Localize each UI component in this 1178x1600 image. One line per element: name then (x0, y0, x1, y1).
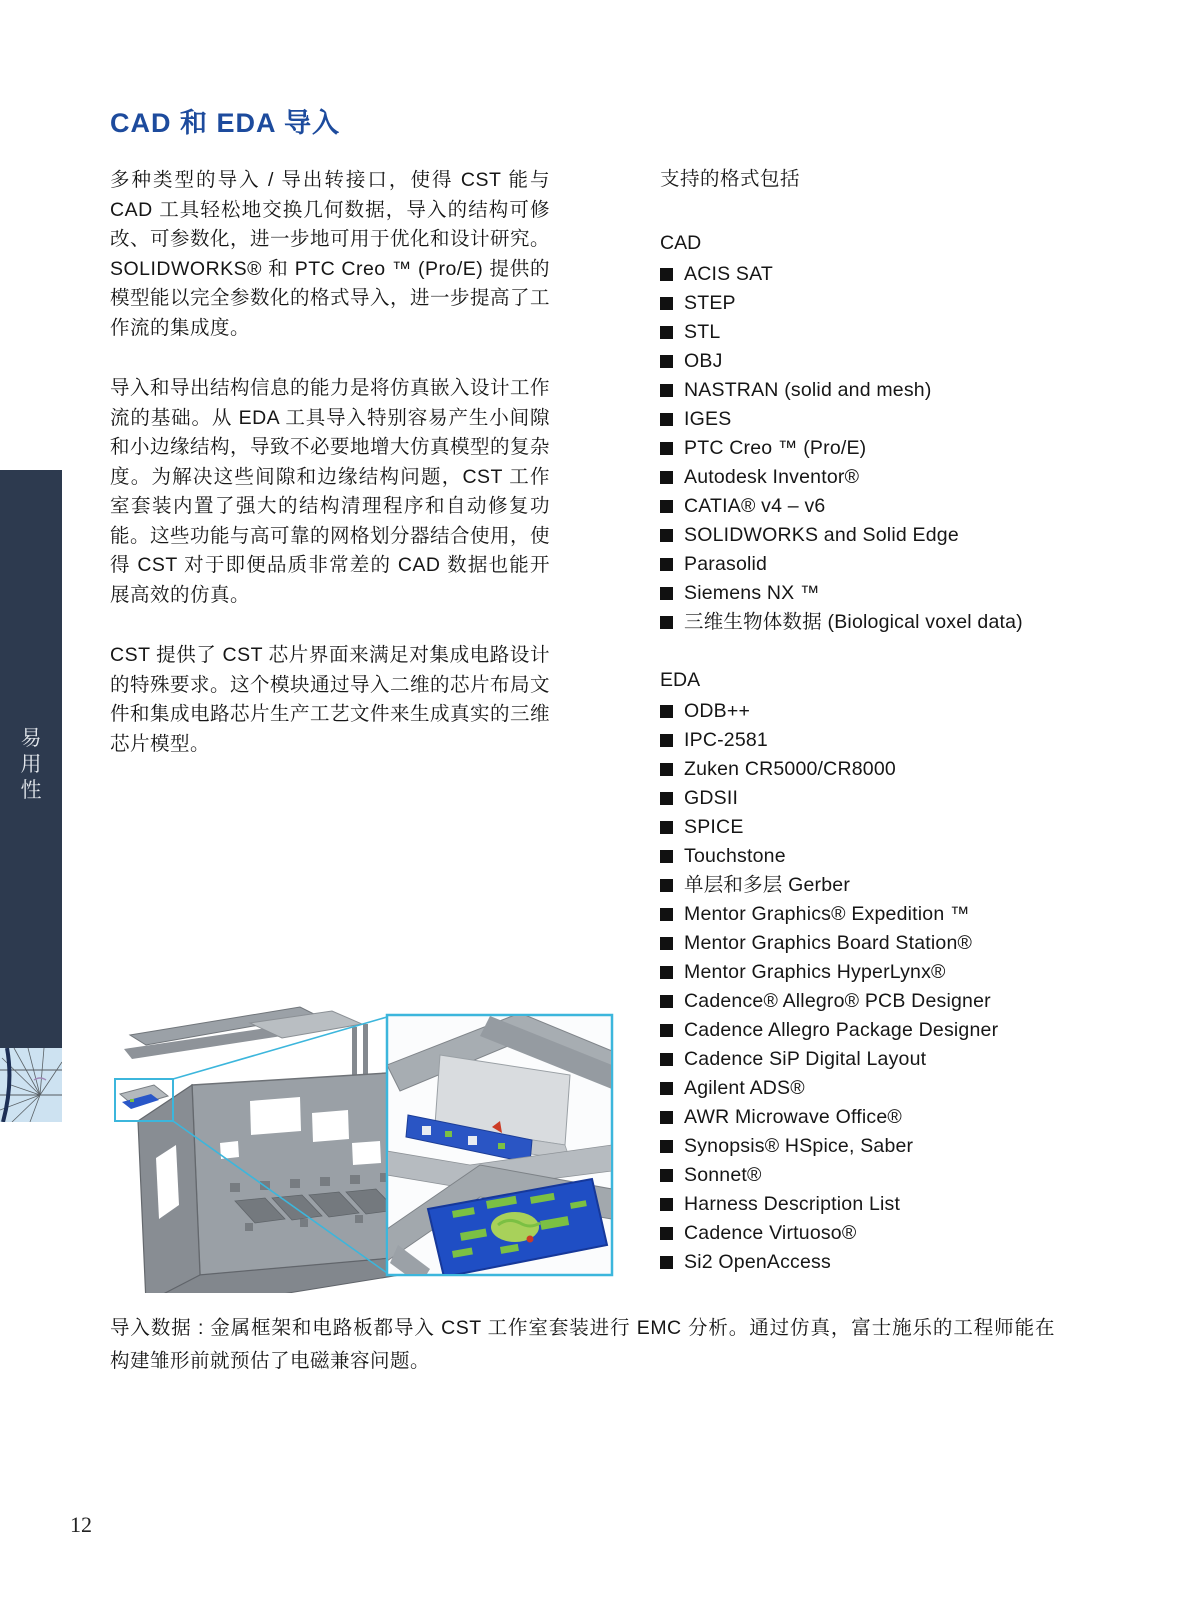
square-bullet-icon (660, 558, 673, 571)
square-bullet-icon (660, 529, 673, 542)
chassis-import-figure-image (100, 993, 615, 1293)
square-bullet-icon (660, 1053, 673, 1066)
square-bullet-icon (660, 1024, 673, 1037)
format-label: STEP (684, 292, 736, 314)
format-label: ODB++ (684, 700, 751, 722)
square-bullet-icon (660, 268, 673, 281)
square-bullet-icon (660, 587, 673, 600)
format-list-item (660, 608, 1090, 637)
format-label: CATIA® v4 – v6 (684, 495, 826, 517)
supported-formats-column (660, 166, 1090, 1277)
paragraph-chip-interface: CST 提供了 CST 芯片界面来满足对集成电路设计的特殊要求。这个模块通过导入二维的芯片布局文件和集成电路芯片生产工艺文件来生成真实的三维芯片模型。 (110, 644, 551, 755)
format-label: Cadence® Allegro® PCB Designer (684, 990, 991, 1012)
format-list-item (660, 376, 1090, 405)
format-list-item (660, 958, 1090, 987)
page-title: CAD 和 EDA 导入 (110, 108, 341, 138)
square-bullet-icon (660, 908, 673, 921)
square-bullet-icon (660, 413, 673, 426)
paragraph-import-interfaces: 多种类型的导入 / 导出转接口，使得 CST 能与 CAD 工具轻松地交换几何数据，导入的结构可修改、可参数化，进一步地可用于优化和设计研究。 SOLIDWORKS® 和 PTC Creo ™ (Pro/E) 提供的模型能以完全参数化的格式导入，进一步提高了工作流的集成度。 (110, 169, 551, 339)
format-list-item (660, 987, 1090, 1016)
format-list-item (660, 1190, 1090, 1219)
square-bullet-icon (660, 821, 673, 834)
square-bullet-icon (660, 297, 673, 310)
format-label: AWR Microwave Office® (684, 1106, 902, 1128)
square-bullet-icon (660, 1111, 673, 1124)
format-label: IGES (684, 408, 732, 430)
format-list-item (660, 405, 1090, 434)
format-label: Si2 OpenAccess (684, 1251, 831, 1273)
format-list-item (660, 726, 1090, 755)
format-list-item (660, 755, 1090, 784)
eda-group-label: EDA (660, 669, 701, 691)
format-label: 单层和多层 Gerber (684, 874, 851, 896)
format-label: 三维生物体数据 (Biological voxel data) (684, 611, 1023, 633)
square-bullet-icon (660, 471, 673, 484)
format-list-item (660, 1074, 1090, 1103)
chapter-label-char: 用 (20, 753, 42, 776)
format-label: Mentor Graphics Board Station® (684, 932, 973, 954)
square-bullet-icon (660, 1140, 673, 1153)
format-list-item (660, 521, 1090, 550)
format-label: GDSII (684, 787, 739, 809)
format-label: Harness Description List (684, 1193, 901, 1215)
format-label: Mentor Graphics® Expedition ™ (684, 903, 970, 925)
format-label: Zuken CR5000/CR8000 (684, 758, 896, 780)
cad-group-label: CAD (660, 232, 702, 254)
format-list-item (660, 434, 1090, 463)
format-label: Touchstone (684, 845, 786, 867)
format-label: Autodesk Inventor® (684, 466, 860, 488)
eda-format-list (660, 697, 1090, 1277)
square-bullet-icon (660, 326, 673, 339)
format-list-item (660, 289, 1090, 318)
format-label: PTC Creo ™ (Pro/E) (684, 437, 867, 459)
format-list-item (660, 784, 1090, 813)
format-label: ACIS SAT (684, 263, 774, 285)
square-bullet-icon (660, 734, 673, 747)
format-list-item (660, 347, 1090, 376)
square-bullet-icon (660, 355, 673, 368)
format-list-item (660, 260, 1090, 289)
format-label: SOLIDWORKS and Solid Edge (684, 524, 959, 546)
cad-format-list (660, 260, 1090, 637)
format-label: Mentor Graphics HyperLynx® (684, 961, 946, 983)
format-list-item (660, 929, 1090, 958)
formats-heading: 支持的格式包括 (660, 168, 801, 190)
square-bullet-icon (660, 763, 673, 776)
paragraph-structure-healing: 导入和导出结构信息的能力是将仿真嵌入设计工作流的基础。从 EDA 工具导入特别容易产生小间隙和小边缘结构，导致不必要地增大仿真模型的复杂度。为解决这些间隙和边缘结构问题，CST 工作室套装内置了强大的结构清理程序和自动修复功能。这些功能与高可靠的网格划分器结合使用，使得 CST 对于即便品质非常差的 CAD 数据也能开展高效的仿真。 (110, 377, 551, 606)
body-text-column (110, 166, 550, 759)
format-list-item (660, 1045, 1090, 1074)
format-list-item (660, 1219, 1090, 1248)
format-label: Cadence SiP Digital Layout (684, 1048, 927, 1070)
square-bullet-icon (660, 1227, 673, 1240)
page-number: 12 (70, 1512, 92, 1537)
square-bullet-icon (660, 792, 673, 805)
format-list-item (660, 900, 1090, 929)
square-bullet-icon (660, 966, 673, 979)
format-label: NASTRAN (solid and mesh) (684, 379, 932, 401)
format-label: Parasolid (684, 553, 768, 575)
format-list-item (660, 492, 1090, 521)
format-list-item (660, 813, 1090, 842)
figure-caption: 导入数据 : 金属框架和电路板都导入 CST 工作室套装进行 EMC 分析。通过仿真，富士施乐的工程师能在构建雏形前就预估了电磁兼容问题。 (110, 1317, 1055, 1372)
format-list-item (660, 1016, 1090, 1045)
format-label: Agilent ADS® (684, 1077, 805, 1099)
square-bullet-icon (660, 850, 673, 863)
format-label: IPC-2581 (684, 729, 768, 751)
format-list-item (660, 697, 1090, 726)
format-list-item (660, 871, 1090, 900)
square-bullet-icon (660, 442, 673, 455)
square-bullet-icon (660, 1082, 673, 1095)
format-list-item (660, 550, 1090, 579)
square-bullet-icon (660, 500, 673, 513)
format-label: OBJ (684, 350, 723, 372)
wireframe-thumbnail-image (0, 1048, 62, 1122)
chapter-tab-band (0, 470, 62, 1048)
square-bullet-icon (660, 879, 673, 892)
square-bullet-icon (660, 995, 673, 1008)
chapter-label-char: 易 (20, 727, 42, 750)
format-list-item (660, 1248, 1090, 1277)
format-label: Synopsis® HSpice, Saber (684, 1135, 914, 1157)
format-list-item (660, 842, 1090, 871)
square-bullet-icon (660, 1198, 673, 1211)
square-bullet-icon (660, 705, 673, 718)
square-bullet-icon (660, 384, 673, 397)
format-label: SPICE (684, 816, 744, 838)
format-label: Cadence Allegro Package Designer (684, 1019, 999, 1041)
format-list-item (660, 1103, 1090, 1132)
square-bullet-icon (660, 616, 673, 629)
format-list-item (660, 1132, 1090, 1161)
format-label: STL (684, 321, 721, 343)
chapter-vertical-label (0, 726, 62, 804)
format-list-item (660, 579, 1090, 608)
format-list-item (660, 1161, 1090, 1190)
chapter-label-char: 性 (20, 779, 42, 802)
square-bullet-icon (660, 1256, 673, 1269)
format-label: Cadence Virtuoso® (684, 1222, 857, 1244)
square-bullet-icon (660, 937, 673, 950)
format-label: Sonnet® (684, 1164, 762, 1186)
format-list-item (660, 318, 1090, 347)
square-bullet-icon (660, 1169, 673, 1182)
format-label: Siemens NX ™ (684, 582, 820, 604)
format-list-item (660, 463, 1090, 492)
